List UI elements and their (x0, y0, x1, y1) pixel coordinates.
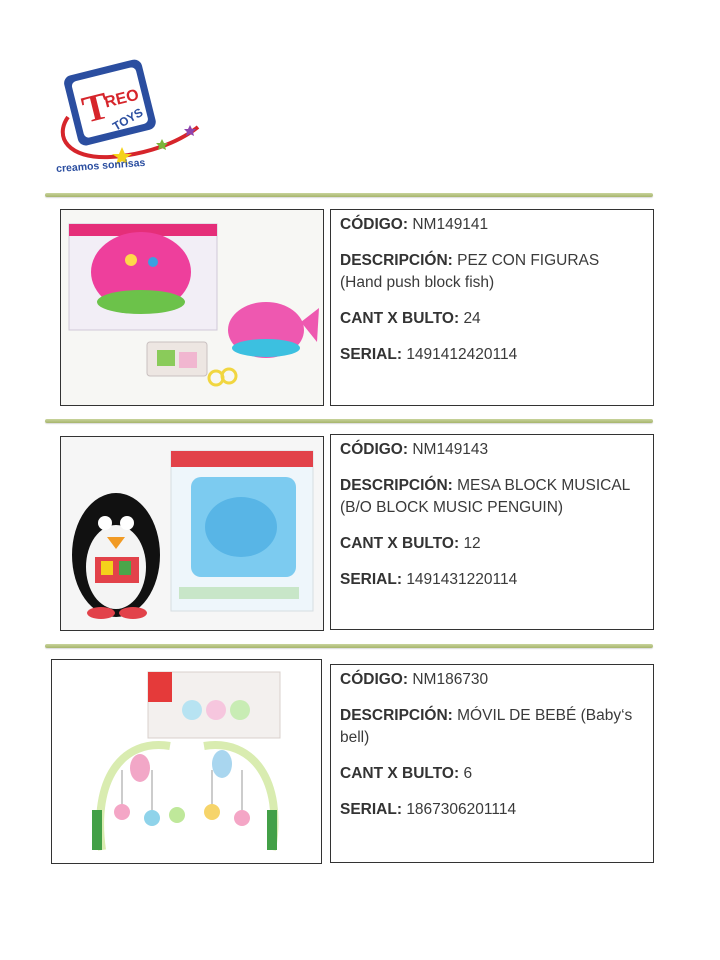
product-serial: SERIAL: 1491412420114 (340, 346, 518, 363)
svg-text:TOYS: TOYS (110, 105, 146, 134)
row-divider (45, 193, 653, 197)
product-qty: CANT X BULTO: 12 (340, 535, 481, 552)
product-code: CÓDIGO: NM186730 (340, 671, 489, 688)
product-code: CÓDIGO: NM149143 (340, 441, 489, 458)
product-description: DESCRIPCIÓN: PEZ CON FIGURAS (Hand push block fish) (340, 252, 600, 291)
product-qty: CANT X BULTO: 24 (340, 310, 481, 327)
row-divider (45, 644, 653, 648)
product-description: DESCRIPCIÓN: MESA BLOCK MUSICAL (B/O BLOCK MUSIC PENGUIN) (340, 477, 630, 516)
product-serial: SERIAL: 1867306201114 (340, 801, 517, 818)
svg-text:T: T (78, 84, 113, 132)
product-description: DESCRIPCIÓN: MÓVIL DE BEBÉ (Baby‘s bell) (340, 707, 633, 746)
product-photo-penguin (60, 436, 324, 631)
product-info-card (330, 209, 654, 406)
product-code: CÓDIGO: NM149141 (340, 216, 489, 233)
product-info-card (330, 664, 654, 863)
row-divider (45, 419, 653, 423)
product-qty: CANT X BULTO: 6 (340, 765, 473, 782)
product-photo-mobile (51, 659, 322, 864)
product-info-card (330, 434, 654, 630)
product-serial: SERIAL: 1491431220114 (340, 571, 518, 588)
logo-tagline: creamos sonrisas (55, 156, 146, 176)
treo-toys-logo (50, 55, 210, 180)
svg-text:REO: REO (102, 86, 141, 112)
product-photo-fish (60, 209, 324, 406)
